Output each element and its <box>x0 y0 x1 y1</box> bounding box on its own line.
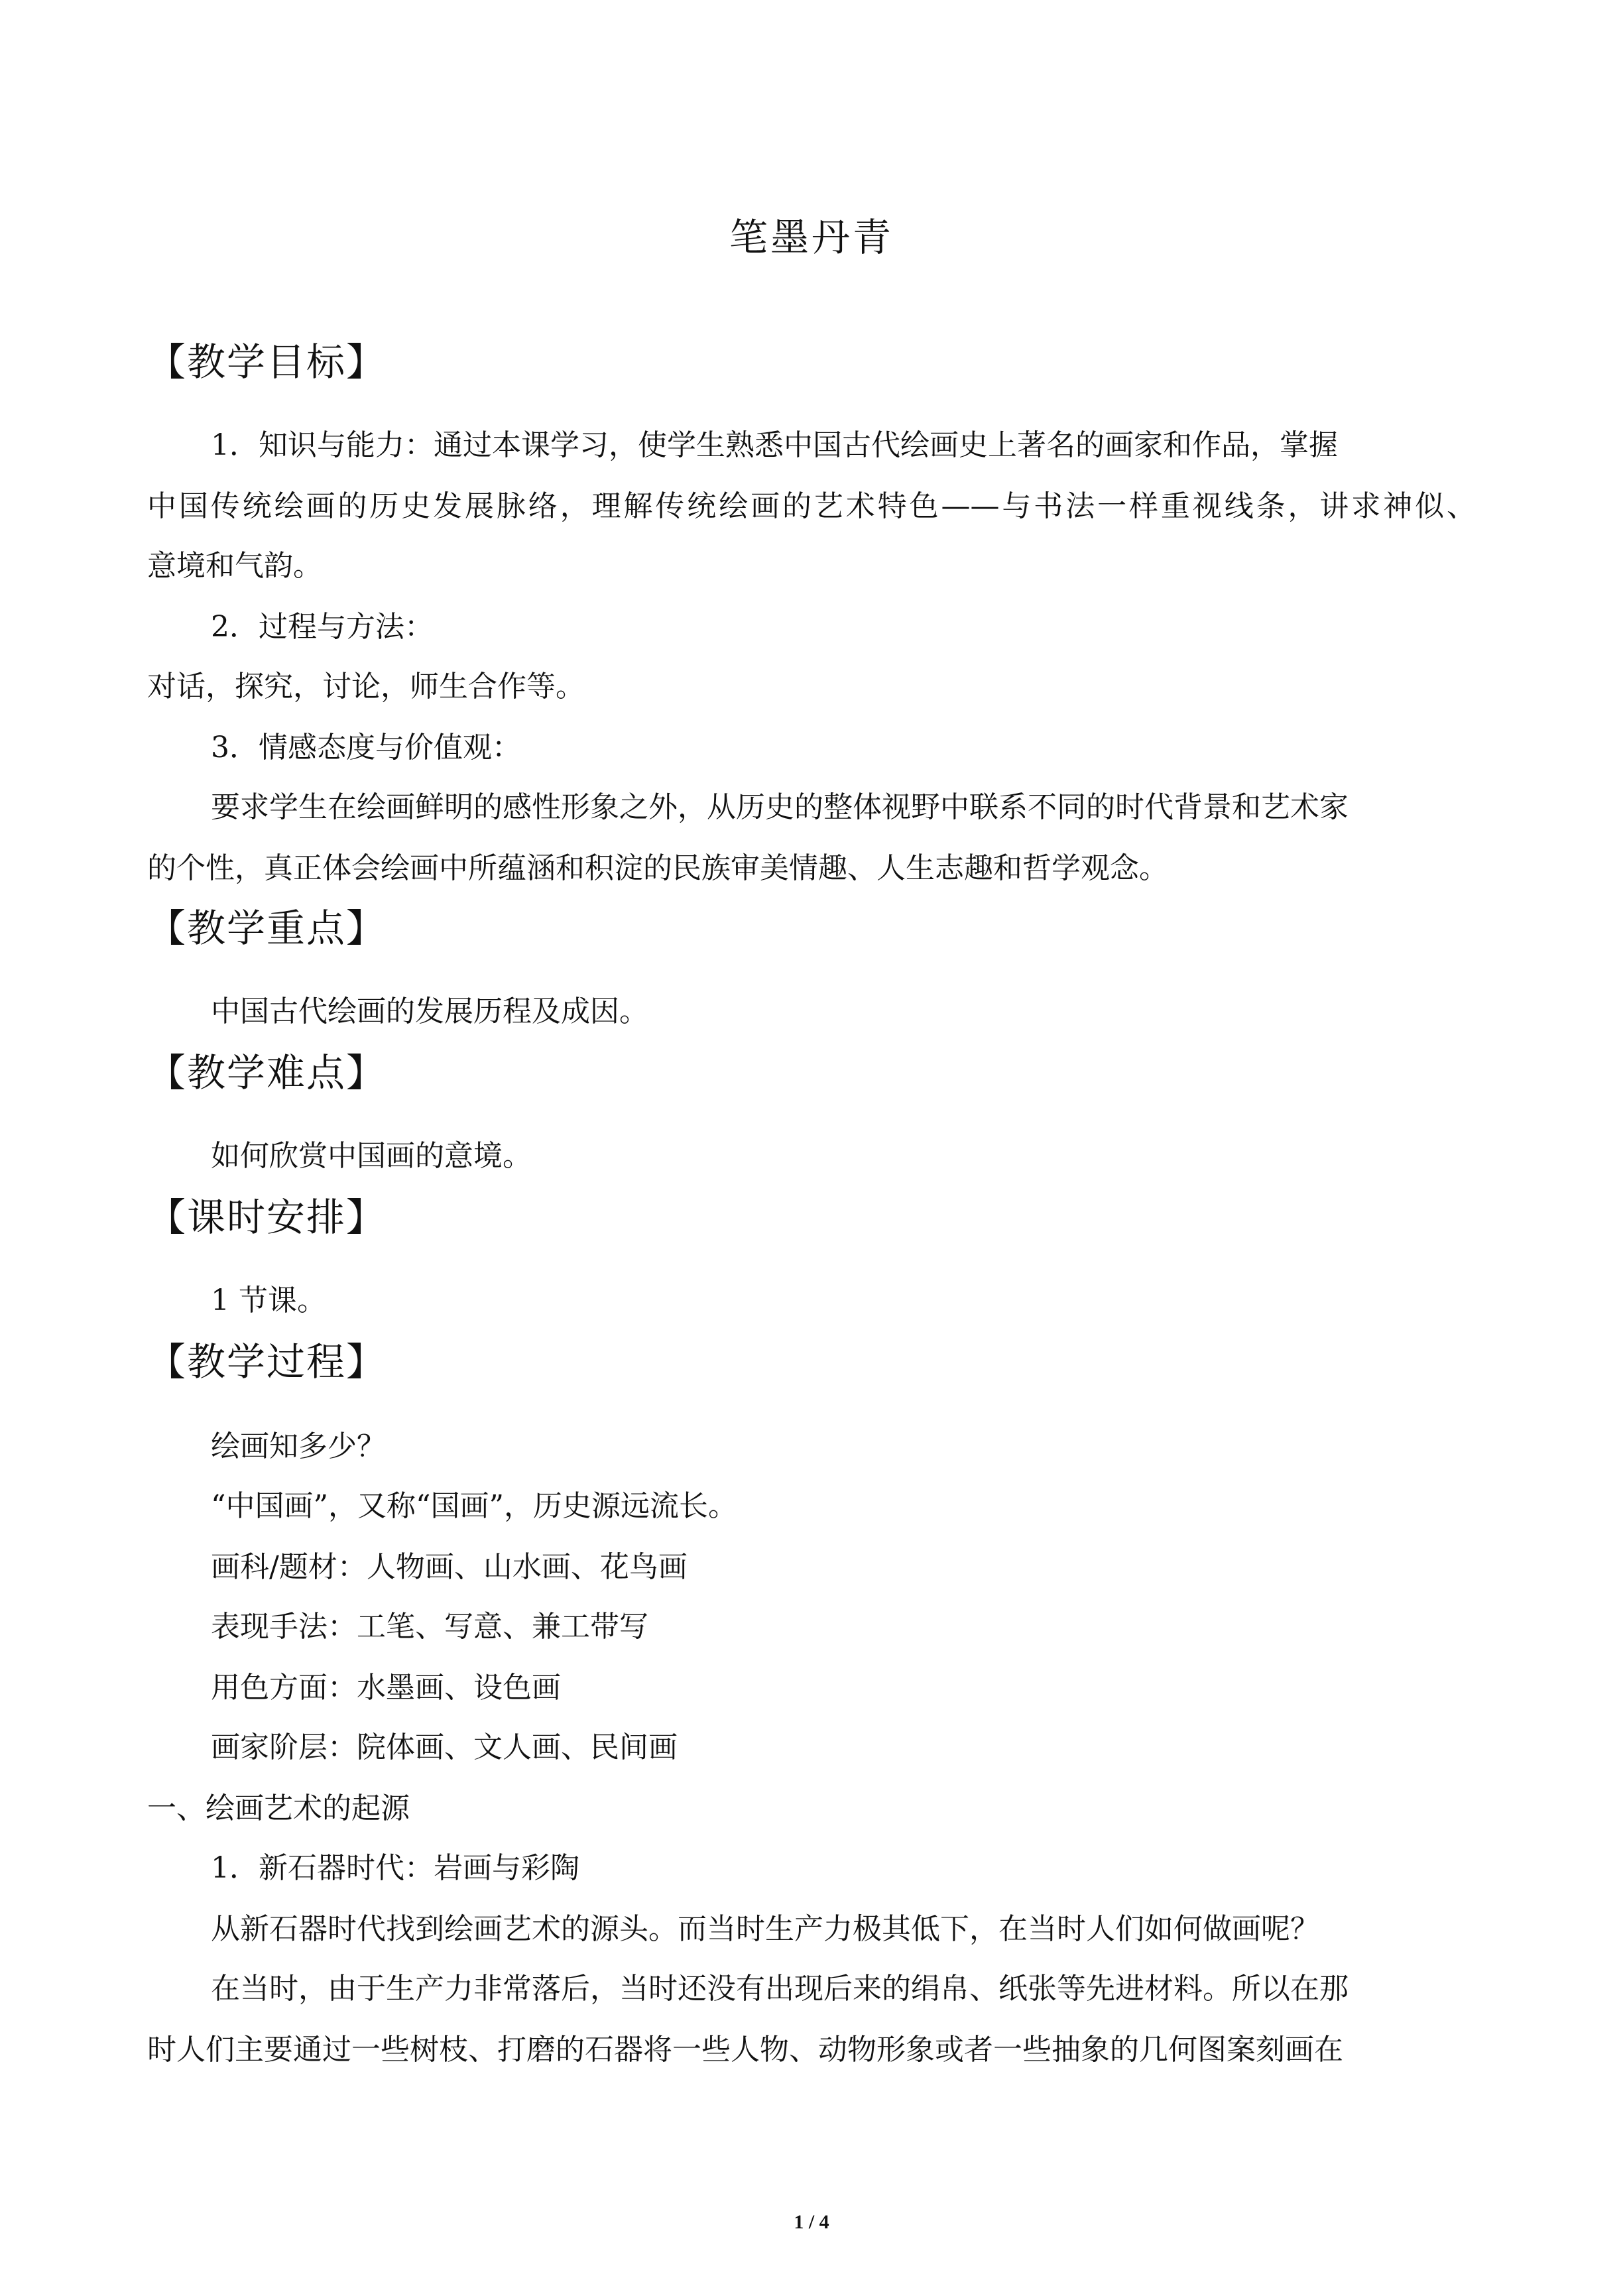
heading-difficulties: 【教学难点】 <box>147 1050 387 1095</box>
process-line-5: 用色方面：水墨画、设色画 <box>211 1671 561 1705</box>
goals-item-2-body: 对话，探究，讨论，师生合作等。 <box>147 670 585 703</box>
schedule-body: 1 节课。 <box>211 1284 326 1317</box>
heading-teaching-goals: 【教学目标】 <box>147 339 387 385</box>
page-number: 1 / 4 <box>794 2211 829 2233</box>
heading-key-points: 【教学重点】 <box>147 906 387 951</box>
goals-paragraph-1-line-2: 中国传统绘画的历史发展脉络，理解传统绘画的艺术特色——与书法一样重视线条，讲求神似、 <box>147 489 1476 523</box>
process-line-6: 画家阶层：院体画、文人画、民间画 <box>211 1730 678 1764</box>
process-section-1-paragraph-2-line-1: 在当时，由于生产力非常落后，当时还没有出现后来的绢帛、纸张等先进材料。所以在那 <box>211 1972 1349 2006</box>
process-section-1-paragraph-2-line-2: 时人们主要通过一些树枝、打磨的石器将一些人物、动物形象或者一些抽象的几何图案刻画在 <box>147 2033 1343 2067</box>
process-section-1-title: 一、绘画艺术的起源 <box>147 1791 410 1825</box>
difficulties-body: 如何欣赏中国画的意境。 <box>211 1139 532 1173</box>
process-section-1-paragraph-1: 从新石器时代找到绘画艺术的源头。而当时生产力极其低下，在当时人们如何做画呢？ <box>211 1912 1319 1946</box>
goals-item-3-title: 3．情感态度与价值观： <box>211 731 521 764</box>
goals-paragraph-3-line-2: 的个性，真正体会绘画中所蕴涵和积淀的民族审美情趣、人生志趣和哲学观念。 <box>147 851 1168 885</box>
heading-schedule: 【课时安排】 <box>147 1195 387 1240</box>
process-line-2: “中国画”，又称“国画”，历史源远流长。 <box>211 1489 737 1523</box>
goals-paragraph-1-line-3: 意境和气韵。 <box>147 549 322 583</box>
goals-paragraph-3-line-1: 要求学生在绘画鲜明的感性形象之外，从历史的整体视野中联系不同的时代背景和艺术家 <box>211 790 1349 824</box>
process-line-1: 绘画知多少？ <box>211 1429 386 1463</box>
process-section-1-item-1: 1．新石器时代：岩画与彩陶 <box>211 1851 579 1885</box>
process-line-3: 画科/题材：人物画、山水画、花鸟画 <box>211 1550 688 1584</box>
goals-item-2-title: 2．过程与方法： <box>211 610 434 644</box>
process-line-4: 表现手法：工笔、写意、兼工带写 <box>211 1610 648 1644</box>
document-title: 笔墨丹青 <box>729 215 894 260</box>
heading-teaching-process: 【教学过程】 <box>147 1339 387 1384</box>
goals-paragraph-1-line-1: 1．知识与能力：通过本课学习，使学生熟悉中国古代绘画史上著名的画家和作品，掌握 <box>211 428 1338 462</box>
key-points-body: 中国古代绘画的发展历程及成因。 <box>211 995 648 1028</box>
